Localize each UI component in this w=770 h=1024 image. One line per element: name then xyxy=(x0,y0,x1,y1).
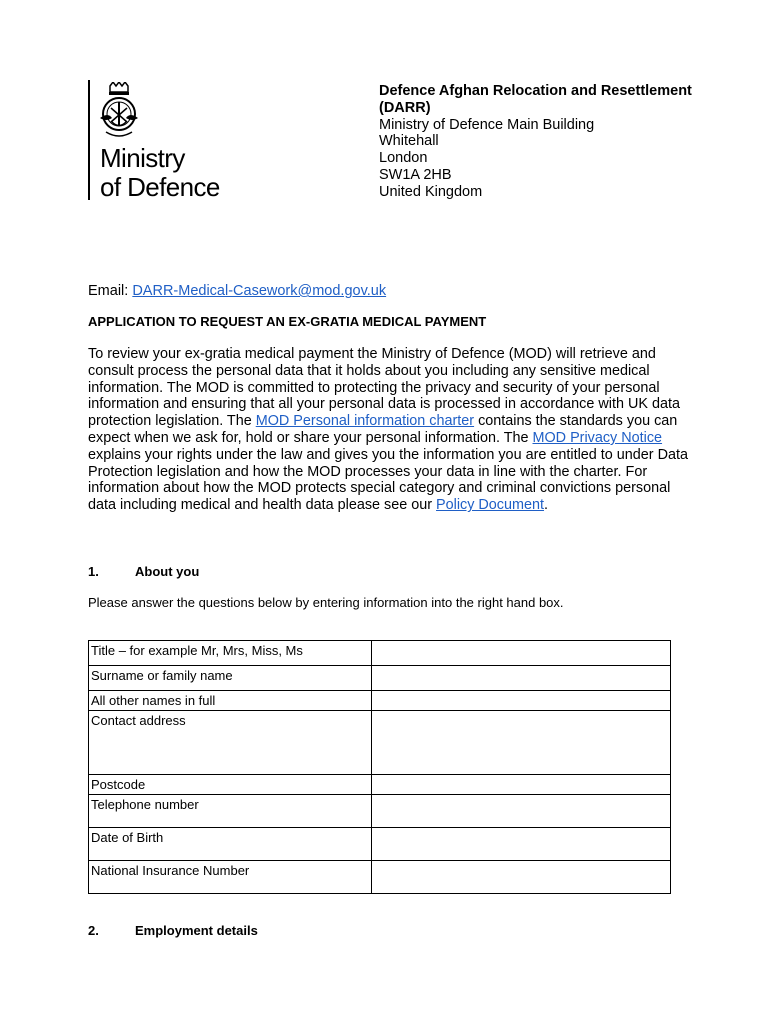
table-row xyxy=(89,666,671,691)
telephone-input-cell[interactable] xyxy=(372,795,671,828)
field-label: Title – for example Mr, Mrs, Miss, Ms xyxy=(89,641,372,666)
surname-input-cell[interactable] xyxy=(372,666,671,691)
field-label: National Insurance Number xyxy=(89,861,372,894)
national-insurance-input-cell[interactable] xyxy=(372,861,671,894)
intro-text-4: . xyxy=(544,497,549,514)
field-label: Surname or family name xyxy=(89,666,372,691)
personal-information-charter-link[interactable]: MOD Personal information charter xyxy=(255,413,475,430)
postcode-input-cell[interactable] xyxy=(372,775,671,795)
field-label: All other names in full xyxy=(89,691,372,711)
section-1-heading xyxy=(88,564,199,579)
policy-document-link[interactable]: Policy Document xyxy=(436,497,545,514)
section-number: 2. xyxy=(88,923,99,938)
org-name-line-1: Defence Afghan Relocation and Resettlement xyxy=(379,83,692,99)
intro-text-2: contains the standards you can expect when we ask for, hold or share your personal information. The xyxy=(88,413,678,446)
logo-divider xyxy=(88,80,90,200)
logo-line-2: of Defence xyxy=(100,172,220,202)
intro-text-3: explains your rights under the law and gives you the information you are entitled to under Data Protection legislation and how the MOD processes your data in line with the charter. For information about how the MOD protects special category and criminal convictions personal data including medical and health data please see our xyxy=(88,446,688,514)
intro-paragraph xyxy=(88,346,688,514)
address-line: SW1A 2HB xyxy=(379,166,452,183)
contact-address-input-cell[interactable] xyxy=(372,711,671,775)
email-line xyxy=(88,283,386,299)
table-row xyxy=(89,795,671,828)
date-of-birth-input-cell[interactable] xyxy=(372,828,671,861)
table-row xyxy=(89,641,671,666)
privacy-notice-link[interactable]: MOD Privacy Notice xyxy=(532,429,663,446)
table-row xyxy=(89,828,671,861)
title-input-cell[interactable] xyxy=(372,641,671,666)
section-title: Employment details xyxy=(135,923,258,938)
section-title: About you xyxy=(135,564,200,579)
email-label: Email: xyxy=(88,283,133,299)
logo-text xyxy=(100,144,220,202)
field-label: Telephone number xyxy=(89,795,372,828)
address-block xyxy=(379,83,692,201)
application-title: APPLICATION TO REQUEST AN EX-GRATIA MEDICAL PAYMENT xyxy=(88,314,487,329)
mod-logo xyxy=(88,80,258,202)
address-line: Ministry of Defence Main Building xyxy=(379,116,595,133)
field-label: Contact address xyxy=(89,711,372,775)
table-row xyxy=(89,711,671,775)
intro-text-1: To review your ex-gratia medical payment the Ministry of Defence (MOD) will retrieve and consult process the personal data that it holds about you including any sensitive medical information. The MOD is committed to protecting the privacy and security of your personal information and ensuring that all your personal data is processed in accordance with UK data protection legislation. The xyxy=(88,346,680,430)
org-name-line-2: (DARR) xyxy=(379,99,431,116)
email-link[interactable]: DARR-Medical-Casework@mod.gov.uk xyxy=(132,283,387,299)
instructions-text: Please answer the questions below by entering information into the right hand box. xyxy=(88,595,564,610)
other-names-input-cell[interactable] xyxy=(372,691,671,711)
about-you-table xyxy=(88,640,671,894)
section-number: 1. xyxy=(88,564,99,579)
field-label: Postcode xyxy=(89,775,372,795)
address-line: London xyxy=(379,150,428,167)
section-2-heading xyxy=(88,923,258,938)
table-row xyxy=(89,861,671,894)
table-row xyxy=(89,691,671,711)
field-label: Date of Birth xyxy=(89,828,372,861)
logo-line-1: Ministry xyxy=(100,143,185,173)
address-line: Whitehall xyxy=(379,133,439,150)
royal-crest-icon xyxy=(98,82,140,142)
address-line: United Kingdom xyxy=(379,183,483,200)
table-row xyxy=(89,775,671,795)
